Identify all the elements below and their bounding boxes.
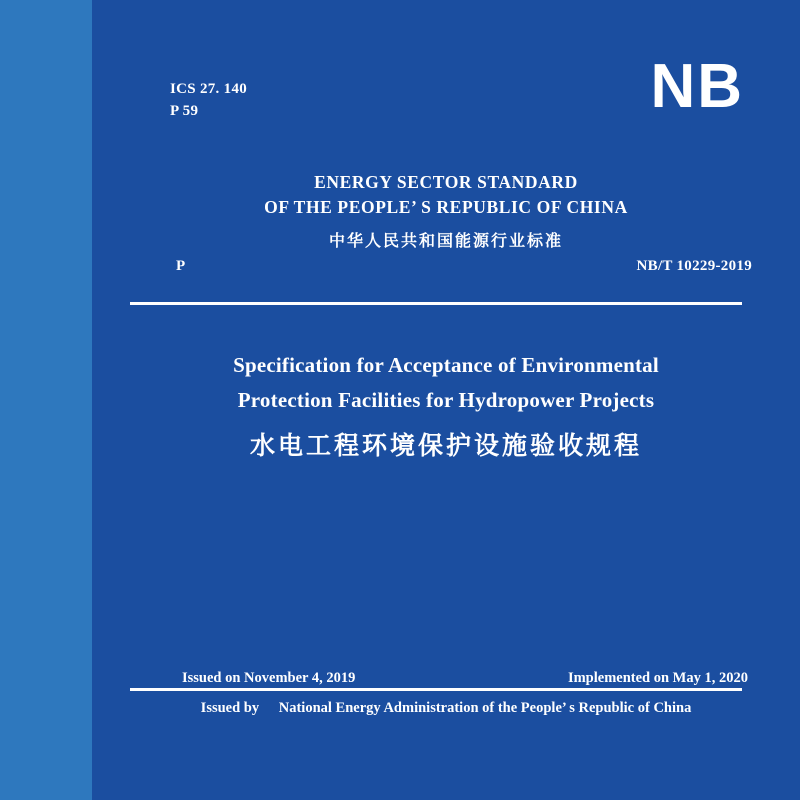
issued-by-organization: National Energy Administration of the People’ s Republic of China (278, 700, 692, 716)
title-english-line-2: Protection Facilities for Hydropower Projects (237, 388, 655, 412)
heading-chinese: 中华人民共和国能源行业标准 (328, 233, 563, 250)
title-english-line-1: Specification for Acceptance of Environmental (233, 353, 659, 377)
standard-number: NB/T 10229-2019 (636, 258, 752, 274)
ics-classification-block (170, 78, 247, 122)
cover-content (92, 0, 800, 800)
nb-logo: NB (650, 52, 744, 121)
document-title-block (92, 348, 800, 468)
classification-code: P (176, 258, 186, 274)
issuer-row (92, 700, 800, 717)
ics-category-code: P 59 (170, 103, 199, 119)
issued-on-date: Issued on November 4, 2019 (182, 670, 356, 686)
divider-top (130, 302, 742, 305)
dates-row (92, 670, 800, 690)
issued-by-label: Issued by (200, 700, 260, 716)
divider-bottom (130, 688, 742, 691)
heading-english-line-2: OF THE PEOPLE’ S REPUBLIC OF CHINA (264, 197, 628, 217)
title-chinese: 水电工程环境保护设施验收规程 (249, 433, 642, 460)
implemented-on-date: Implemented on May 1, 2020 (567, 670, 748, 686)
code-row (92, 258, 800, 280)
left-color-band (0, 0, 92, 800)
heading-english-line-1: ENERGY SECTOR STANDARD (314, 172, 578, 192)
issuing-authority-heading (92, 170, 800, 257)
ics-number: ICS 27. 140 (170, 81, 248, 97)
